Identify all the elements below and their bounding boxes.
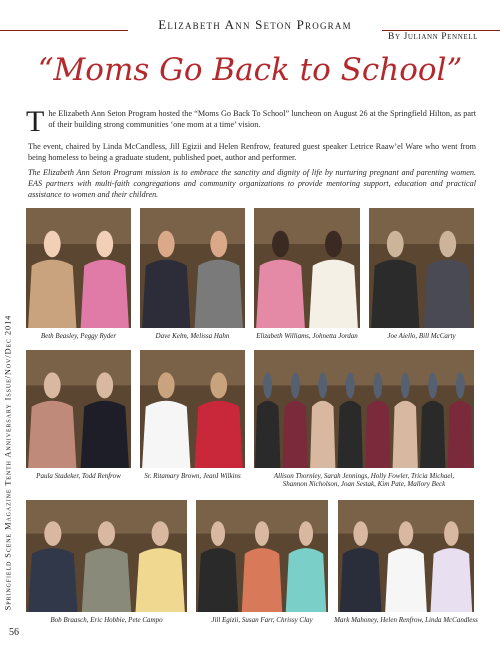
person-body (195, 260, 243, 328)
person-head (272, 231, 289, 257)
person-body (255, 401, 280, 468)
photo-aiello-mccarty (369, 208, 474, 328)
photo-wall (140, 208, 245, 244)
byline: By Juliann Pennell (388, 32, 478, 42)
person-head (346, 372, 355, 398)
magazine-sidebar-text: Springfield Scene Magazine Tenth Anniversary Issue/Nov/Dec 2014 (3, 314, 13, 611)
person-body (242, 548, 282, 612)
person-body (28, 548, 77, 612)
person-head (158, 372, 175, 398)
person-body (371, 260, 419, 328)
person-body (81, 401, 129, 468)
person-body (256, 260, 305, 328)
person-body (286, 548, 326, 612)
person-head (96, 372, 113, 398)
person-head (353, 521, 368, 546)
dropcap: T (26, 105, 45, 138)
page-number: 56 (9, 627, 19, 638)
caption-stadeker-renfrow: Paula Stadeker, Todd Renfrow (36, 472, 121, 480)
person-body (28, 260, 76, 328)
person-body (340, 548, 382, 612)
caption-brown-wilkins: Sr. Ritamary Brown, JeanI Wilkins (144, 472, 241, 480)
person-body (198, 548, 238, 612)
photo-group-committee (254, 350, 474, 468)
photo-illustration (254, 208, 360, 328)
person-body (365, 401, 390, 468)
person-body (28, 401, 76, 468)
photo-illustration (196, 500, 328, 612)
person-head (373, 372, 382, 398)
person-head (387, 231, 404, 257)
photo-wall (140, 350, 245, 385)
person-head (428, 372, 437, 398)
person-body (195, 401, 243, 468)
person-head (158, 231, 175, 257)
person-body (448, 401, 473, 468)
person-head (399, 521, 414, 546)
person-head (152, 521, 169, 546)
person-head (439, 231, 456, 257)
caption-group-line-1: Allison Thornley, Sarah Jennings, Holly Fowler, Tricia Michael, (273, 472, 455, 480)
event-paragraph: The event, chaired by Linda McCandless, Jill Egizii and Helen Renfrow, featured guest speaker Letrice Raaw’el Ware who went from being homeless to being a graduate student, published poet, author and performer. (28, 142, 476, 163)
caption-aiello-mccarty: Joe Aiello, Bill McCarty (387, 332, 456, 340)
header-rule-right (382, 30, 500, 31)
photo-stadeker-renfrow (26, 350, 131, 468)
person-body (393, 401, 418, 468)
photo-wall (369, 208, 474, 244)
person-head (98, 521, 115, 546)
person-body (309, 260, 358, 328)
photo-illustration (140, 350, 245, 468)
header-rule-left (0, 30, 128, 31)
person-head (318, 372, 327, 398)
photo-kelm-hahn (140, 208, 245, 328)
person-body (142, 401, 190, 468)
person-head (210, 231, 227, 257)
photo-mahoney-renfrow-mccandless (338, 500, 474, 612)
photo-williams-jordan (254, 208, 360, 328)
headline: “Moms Go Back to School” (37, 52, 463, 88)
person-body (420, 401, 445, 468)
section-title: Elizabeth Ann Seton Program (158, 17, 352, 32)
person-head (255, 521, 269, 546)
photo-illustration (26, 500, 187, 612)
caption-williams-jordan: Elizabeth Williams, Johnetta Jordan (256, 332, 358, 340)
photo-illustration (254, 350, 474, 468)
person-head (401, 372, 410, 398)
mission-paragraph: The Elizabeth Ann Seton Program mission is to embrace the sanctity and dignity of life by nurturing pregnant and parenting women. EAS partners with multi-faith congregations and community organizations to provide mentoring support, education and practical assistance to women and their children. (28, 168, 476, 200)
person-body (430, 548, 472, 612)
photo-illustration (369, 208, 474, 328)
intro-paragraph (26, 105, 476, 138)
person-body (310, 401, 335, 468)
photo-braasch-hobbie-campo (26, 500, 187, 612)
photo-wall (254, 350, 474, 385)
person-head (291, 372, 300, 398)
person-head (263, 372, 272, 398)
photo-wall (26, 208, 131, 244)
person-body (81, 260, 129, 328)
photo-illustration (26, 208, 131, 328)
person-head (325, 231, 342, 257)
person-body (135, 548, 184, 612)
person-head (96, 231, 113, 257)
photo-wall (254, 208, 360, 244)
person-head (44, 231, 61, 257)
photo-egizii-farr-clay (196, 500, 328, 612)
person-head (44, 372, 61, 398)
person-body (82, 548, 131, 612)
person-head (44, 521, 61, 546)
photo-beasley-ryder (26, 208, 131, 328)
photo-wall (26, 350, 131, 385)
photo-brown-wilkins (140, 350, 245, 468)
person-head (444, 521, 459, 546)
person-head (456, 372, 465, 398)
caption-egizii-farr-clay: Jill Egizii, Susan Farr, Chrissy Clay (211, 616, 313, 624)
person-head (210, 372, 227, 398)
person-head (299, 521, 313, 546)
caption-group-committee (254, 472, 474, 489)
person-body (338, 401, 363, 468)
person-body (283, 401, 308, 468)
photo-illustration (338, 500, 474, 612)
person-body (142, 260, 190, 328)
person-body (385, 548, 427, 612)
person-body (424, 260, 472, 328)
photo-illustration (26, 350, 131, 468)
photo-illustration (140, 208, 245, 328)
intro-text: he Elizabeth Ann Seton Program hosted the “Moms Go Back To School” luncheon on August 26 at the Springfield Hilton, as part of their building strong communities ‘one mom at a time’ vision. (48, 109, 476, 130)
caption-kelm-hahn: Dave Kelm, Melissa Hahn (155, 332, 230, 340)
caption-mahoney-renfrow-mccandless: Mark Mahoney, Helen Renfrow, Linda McCandless (334, 616, 478, 624)
person-head (211, 521, 225, 546)
caption-group-line-2: Shannon Nicholson, Joan Sestak, Kim Pate, Mallory Beck (282, 480, 446, 489)
caption-beasley-ryder: Beth Beasley, Peggy Ryder (40, 332, 117, 340)
caption-braasch-hobbie-campo: Bob Braasch, Eric Hobbie, Pete Campo (50, 616, 163, 624)
